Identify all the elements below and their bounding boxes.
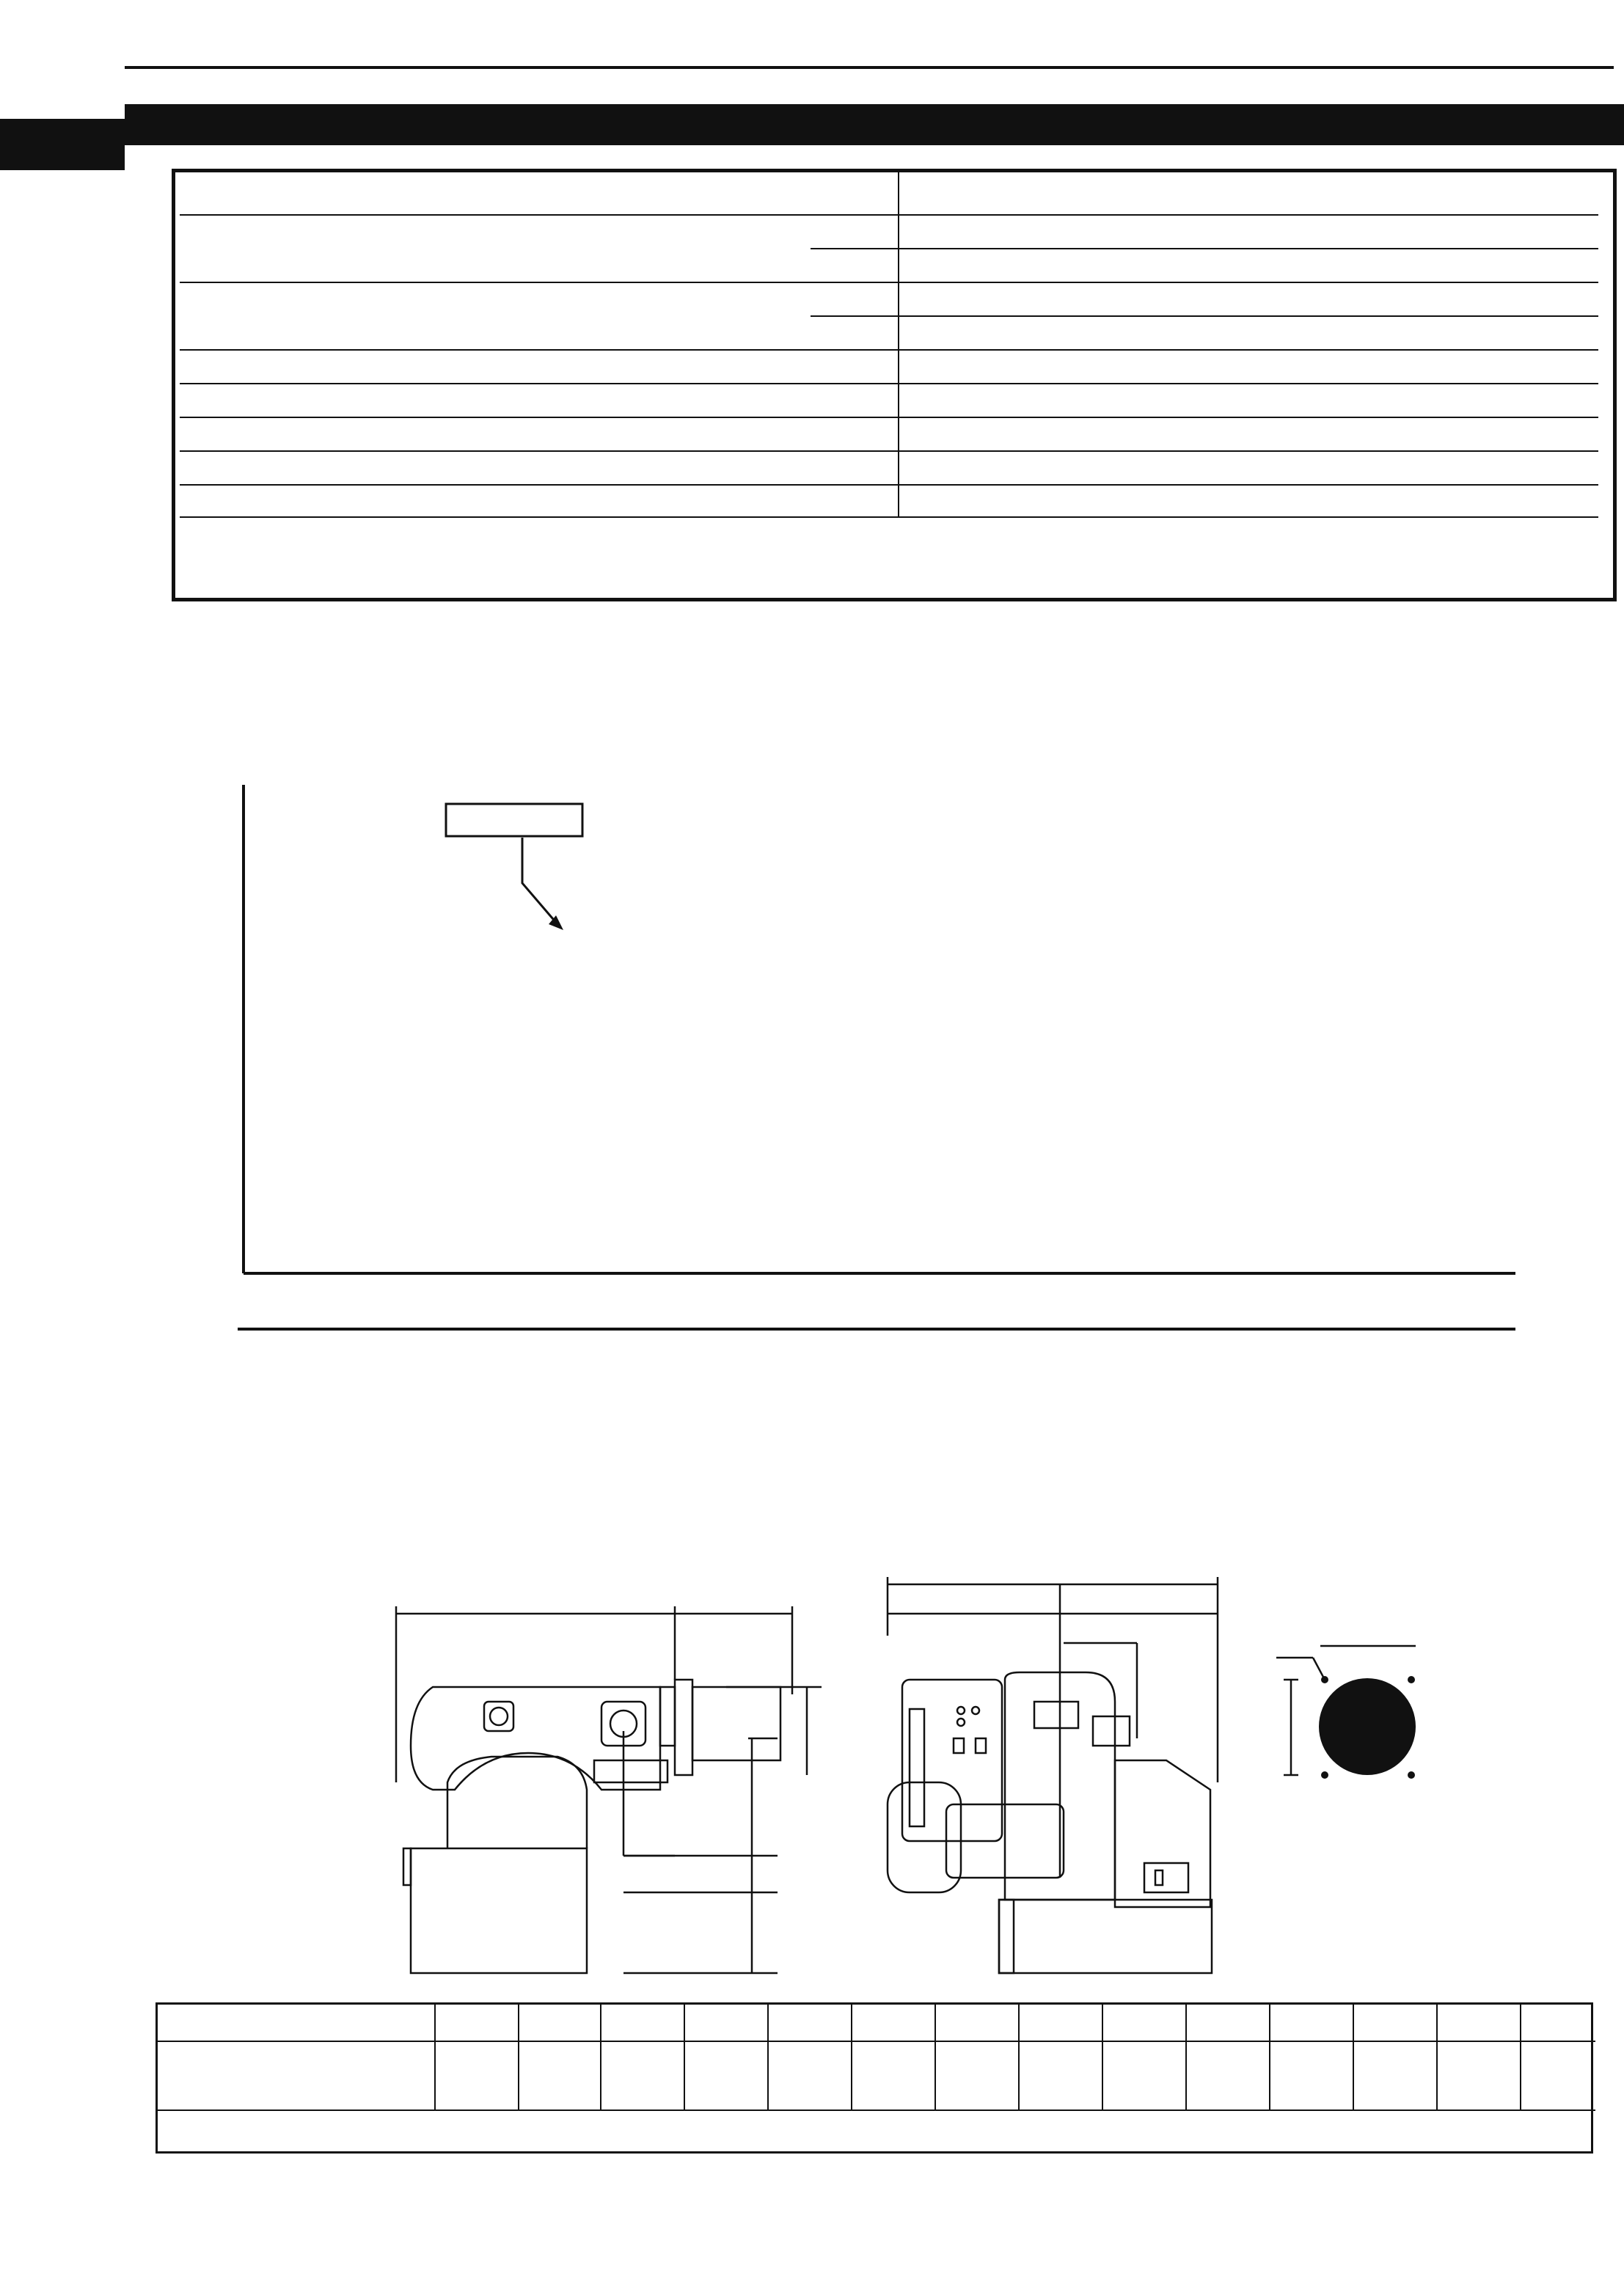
technical-specs-table (172, 169, 1617, 601)
specs-grid (175, 172, 1613, 598)
dimensions-grid (158, 2005, 1595, 2156)
working-range-curve (345, 898, 1083, 1273)
chart-axes (238, 785, 1515, 1329)
front-view-drawing (873, 1570, 1225, 1988)
brand-logo (1298, 0, 1621, 67)
page-tab (0, 119, 125, 170)
side-view-drawing (381, 1570, 822, 1988)
flange-opening (1319, 1678, 1416, 1775)
label-leader-line (522, 838, 557, 924)
dimensions-table (156, 2002, 1593, 2154)
header-rule (125, 66, 1614, 69)
curve-label-box (446, 804, 582, 836)
section-title-band (125, 104, 1624, 145)
working-range-chart (220, 770, 1540, 1357)
flange-drawing (1269, 1636, 1438, 1782)
